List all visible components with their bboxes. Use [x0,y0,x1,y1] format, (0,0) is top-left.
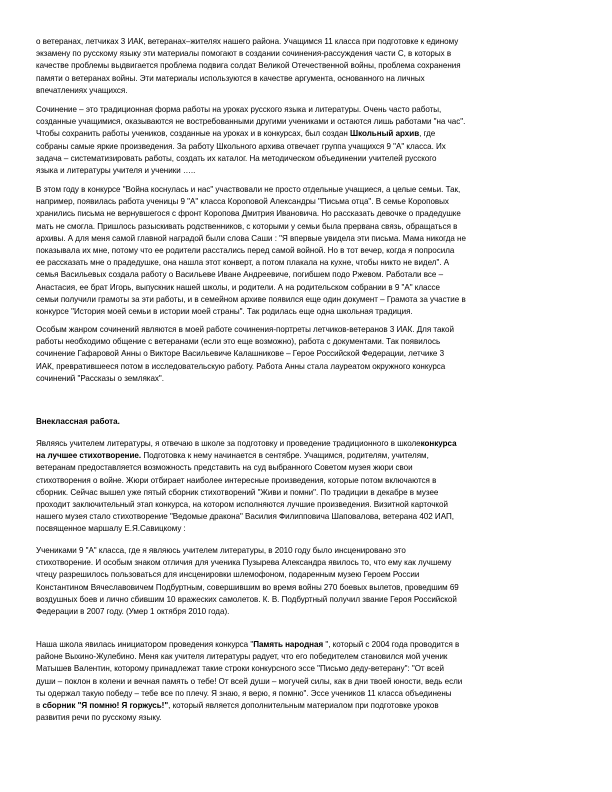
text-line: Федерации в 2007 году. (Умер 1 октября 2010 года). [36,606,230,616]
text-line: Анастасия, ее брат Игорь, выпускник нашей школы, и родители. А на родительском собрании в 9 "А" классе [36,282,440,292]
text-line: качестве проблемы выдвигается проблема подвига солдат Великой Отечественной войны, проблема сохранения [36,61,461,71]
text-line [36,128,576,140]
text-line [36,639,576,651]
text-run: , который является дополнительным материалом при подготовке уроков [168,700,439,710]
text-run: , где [419,129,436,139]
text-line: семьи получили грамоты за эти работы, и в семейном архиве появился еще один документ – Грамота за участие в [36,294,466,304]
text-line: экзамену по русскому языку эти материалы помогают в создании сочинения-рассуждения части С, в которых в [36,49,452,59]
text-line: районе Выхино-Жулебино. Меня как учителя литературы радует, что его победителем становился мой ученик [36,652,448,662]
text-line: созданные учащимися, оказываются не востребованными другими учениками и остаются лишь работами "на час". [36,117,466,127]
text-line: души – поклон в колени и вечная память о тебе! От всей души – могучей силы, как в дни твоей юности, ведь если [36,676,463,686]
text-line: стихотворение. И особым знаком отличия для ученика Пузырева Александра явилось то, что ему как лучшему [36,558,452,568]
text-line: показывала их мне, потому что ее родители расстались перед самой войной. Но в тот вечер, когда я попросила [36,245,455,255]
bold-text: конкурса [420,439,457,448]
text-line: чтецу разрешилось пользоваться для инсценировки шлемофоном, подаренным музею Героем России [36,570,420,580]
paragraph-pilot-portraits [36,324,576,385]
paragraph-school-archive [36,104,576,177]
text-run: Наша школа явилась инициатором проведения конкурса " [36,640,254,649]
text-line: ИАК, превратившееся потом в исследовательскую работу. Работа Анны стала лауреатом окружного конкурса [36,361,446,371]
text-line: Константином Вячеславовичем Подбуртным, совершившим во время войны 270 боевых вылетов, проведшим 69 [36,582,459,592]
paragraph-family-contest [36,184,576,318]
text-line: например, появилась работа ученицы 9 "А" класса Короповой Александры "Письма отца". В семье Короповых [36,197,449,207]
text-line: архивы. А для меня самой главной наградой были слова Саши : "Я впервые увидела эти письма. Мама никогда не [36,233,466,243]
text-line: ветеранам предоставляется возможность представить на суд выбранного Советом музея жюри свои [36,463,413,473]
paragraph-veterans-materials [36,36,576,97]
section-heading: Внеклассная работа. [36,417,120,426]
text-line: задача – систематизировать работы, создать их каталог. На методическом объединении учителей русского [36,153,437,163]
text-line: ты одержал такую победу – тебе все по плечу. Я знаю, я верю, я помню". Эссе учеников 11 класса объединены [36,688,452,698]
text-line: воздушных боев и лично сбившим 10 вражеских самолетов. К. В. Подбуртный получил звание Героя Российской [36,594,457,604]
text-line: развития речи по русскому языку. [36,713,162,723]
bold-text: Школьный архив [350,129,420,139]
text-line: посвященное маршалу Е.Я.Савицкому : [36,524,186,534]
text-line: семья Васильевых создала работу о Васильеве Иване Андреевиче, погибшем подо Ржевом. Работали все – [36,270,444,280]
text-line: стихотворения о войне. Жюри отбирает наиболее интересные произведения, которые потом включаются в [36,475,437,485]
text-line: сочинений "Рассказы о земляках". [36,373,164,383]
paragraph-people-memory-contest [36,639,576,724]
text-run: Подготовка к нему начинается в сентябре. Учащимся, родителям, учителям, [141,451,429,461]
text-line: конкурсе "История моей семьи в истории моей страны". Так родилась еще одна школьная традиция. [36,306,413,316]
text-line: Сочинение – это традиционная форма работы на уроках русского языка и литературы. Очень часто работы, [36,105,442,114]
text-line: сборник. Сейчас вышел уже пятый сборник стихотворений "Живи и помни". По традиции в декабре в музее [36,487,439,497]
text-line: Учениками 9 "А" класса, где я являюсь учителем литературы, в 2010 году было инсценировано это [36,546,406,555]
text-line: хранились письма не вернувшегося с фронт Коропова Дмитрия Ивановича. Но рассказать девочке о прадедушке [36,209,461,219]
text-line: нашего музея стало стихотворение "Ведомые дракона" Василия Филипповича Шаповалова, ветерана 402 ИАП, [36,512,454,522]
text-run: Чтобы сохранить работы учеников, созданные на уроках и в конкурсах, был создан [36,129,351,139]
text-line: ее рассказать мне о прадедушке, она нашла этот конверт, а потом плакала на кухне, чтобы никто не видел". А [36,258,450,268]
text-line: памяти о ветеранах войны. Эти материалы используются в качестве аргумента, основанного на личных [36,73,425,83]
text-line: о ветеранах, летчиках 3 ИАК, ветеранах–жителях нашего района. Учащимся 11 класса при подготовке к единому [36,37,459,46]
text-line: проходит заключительный этап конкурса, на котором исполняются лучшие произведения. Визитной карточкой [36,499,448,509]
text-line [36,438,576,450]
text-line: Особым жанром сочинений являются в моей работе сочинения-портреты летчиков-ветеранов 3 ИАК. Для такой [36,325,454,334]
text-line: впечатлениях учащихся. [36,85,128,95]
text-line [36,450,576,462]
text-line: мать не смогла. Пришлось разыскивать родственников, с которыми у семьи была прервана связь, обращаться в [36,221,458,231]
paragraph-poetry-contest [36,438,576,536]
text-line: сочинение Гафаровой Анны о Викторе Васильевиче Калашникове – Герое Российской Федерации, летчике 3 [36,349,445,359]
text-line: собраны самые яркие произведения. За работу Школьного архива отвечает группа учащихся 9 "А" класса. Их [36,141,446,151]
text-line: работы необходимо общение с ветеранами (если это еще возможно), работа с документами. Так появилось [36,337,441,347]
text-line [36,700,576,712]
text-line: В этом году в конкурсе "Война коснулась и нас" участвовали не просто отдельные учащиеся, а целые семьи. Так, [36,185,461,194]
bold-text: на лучшее стихотворение. [36,451,142,461]
text-run: ", который с 2004 года проводится в [323,640,460,649]
text-run: Являясь учителем литературы, я отвечаю в школе за подготовку и проведение традиционного в школе [36,439,421,448]
text-line: языка и литературы учителя и ученики ….. [36,165,196,175]
bold-text: сборник "Я помню! Я горжусь!" [42,700,169,710]
text-run: в [36,700,43,710]
text-line: Матышев Валентин, которому принадлежат такие строки конкурсного эссе "Письмо деду-ветерану": "От всей [36,664,444,674]
paragraph-staging [36,545,576,618]
bold-text: Память народная [253,640,324,649]
